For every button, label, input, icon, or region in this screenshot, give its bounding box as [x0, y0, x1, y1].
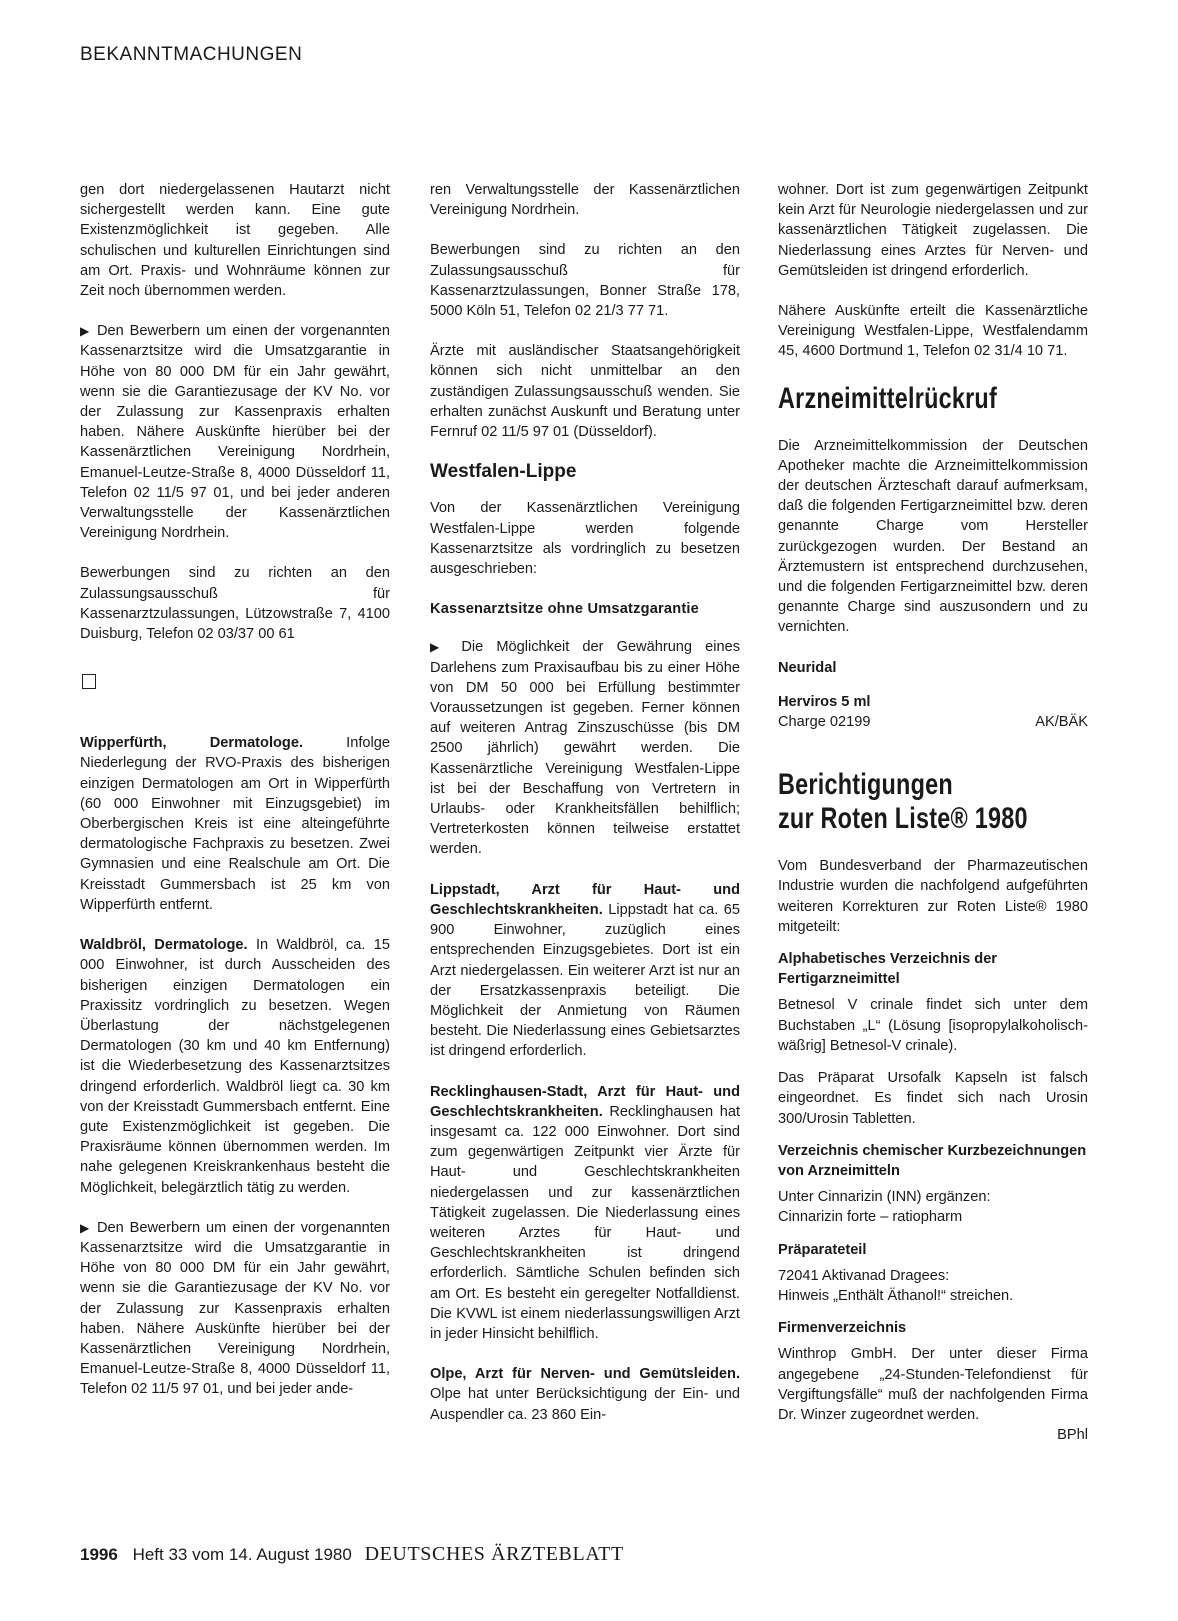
paragraph: Betnesol V crinale findet sich unter dem Buchstaben „L“ (Lösung [isopropylalkoholisch-wäßrig] Betnesol-V crinale).: [778, 997, 1088, 1054]
charge-row: [778, 712, 1088, 732]
paragraph: gen dort niedergelassenen Hautarzt nicht sichergestellt werden kann. Eine gute Existenzmöglichkeit ist gegeben. Alle schulischen und kulturellen Einrichtungen sind am Ort. Praxis- und Wohnräume können zur Zeit noch übernommen werden.: [80, 182, 390, 300]
heading-arzneimittelrueckruf: Arzneimittelrückruf: [778, 381, 997, 415]
subheading: Präparateteil: [778, 1241, 867, 1258]
paragraph: wohner. Dort ist zum gegenwärtigen Zeitpunkt kein Arzt für Neurologie niedergelassen und zur kassenärztlichen Tätigkeit zugelassen. Die Niederlassung eines Arztes für Nerven- und Gemütsleiden ist dringend erforderlich.: [778, 182, 1088, 279]
subheading: Verzeichnis chemischer Kurzbezeichnungen von Arzneimitteln: [778, 1142, 1087, 1179]
paragraph: Das Präparat Ursofalk Kapseln ist falsch eingeordnet. Es findet sich nach Urosin 300/Urosin Tabletten.: [778, 1070, 1088, 1127]
listing-olpe: Olpe, Arzt für Nerven- und Gemütsleiden. Olpe hat unter Berücksichtigung der Ein- und Auspendler ca. 23 860 Ein-: [430, 1366, 740, 1423]
paragraph: ▶ Den Bewerbern um einen der vorgenannten Kassenarztsitze wird die Umsatzgarantie in Höhe von 80 000 DM für ein Jahr gewährt, wenn sie die Garantiezusage der KV No. vor der Zulassung zur Kassenpraxis erhalten haben. Nähere Auskünfte hierüber bei der Kassenärztlichen Vereinigung Nordrhein, Emanuel-Leutze-Straße 8, 4000 Düsseldorf 11, Telefon 02 11/5 97 01, und bei jeder ande-: [80, 1219, 391, 1398]
paragraph: ▶ Den Bewerbern um einen der vorgenannten Kassenarztsitze wird die Umsatzgarantie in Höhe von 80 000 DM für ein Jahr gewährt, wenn sie die Garantiezusage der KV No. vor der Zulassung zur Kassenpraxis erhalten haben. Nähere Auskünfte hierüber bei der Kassenärztlichen Vereinigung Nordrhein, Emanuel-Leutze-Straße 8, 4000 Düsseldorf 11, Telefon 02 11/5 97 01, und bei jeder anderen Verwaltungsstelle der Kassenärztlichen Vereinigung Nordrhein.: [80, 323, 391, 542]
subheading-ohne-umsatzgarantie: Kassenarztsitze ohne Umsatzgarantie: [430, 601, 699, 618]
section-header: BEKANNTMACHUNGEN: [80, 44, 303, 65]
paragraph: Die Arzneimittelkommission der Deutschen Apotheker machte die Arzneimittelkommission der deutschen Ärzteschaft darauf aufmerksam, daß die folgenden Fertigarzneimittel bzw. deren genannte Charge vom Hersteller zurückgezogen wurden. Der Bestand an Ärztemustern ist entsprechend durchzusehen, und die folgenden Fertigarzneimittel bzw. deren genannte Charge sind auszusondern und zu vernichten.: [778, 437, 1088, 636]
paragraph: Vom Bundesverband der Pharmazeutischen Industrie wurden die nachfolgend aufgeführten weiteren Korrekturen zur Roten Liste® 1980 mitgeteilt:: [778, 858, 1088, 935]
listing-lippstadt: Lippstadt, Arzt für Haut- und Geschlechtskrankheiten. Lippstadt hat ca. 65 900 Einwohner, zuzüglich eines entsprechenden Einzugsgebietes. Dort ist ein Arzt niedergelassen. Ein weiterer Arzt ist nur an der Ersatzkassenpraxis beteiligt. Die Möglichkeit der Anmietung von Räumen besteht. Die Niederlassung eines Gebietsarztes ist dringend erforderlich.: [430, 881, 740, 1060]
text-line: 72041 Aktivanad Dragees:: [778, 1267, 950, 1284]
page-number: 1996: [80, 1545, 118, 1564]
signature: AK/BÄK: [1035, 714, 1088, 731]
page-footer: [80, 1543, 624, 1566]
paragraph: Bewerbungen sind zu richten an den Zulassungsausschuß für Kassenarztzulassungen, Lützowstraße 7, 4100 Duisburg, Telefon 02 03/37 00 61: [80, 565, 390, 643]
column-1: [80, 180, 390, 1420]
listing-waldbroel: Waldbröl, Dermatologe. In Waldbröl, ca. 15 000 Einwohner, ist durch Ausscheiden des bisherigen einzigen Dermatologen ein Praxissitz vordringlich zu besetzen. Wegen Überlastung der nächstgelegenen Dermatologen (30 km und 40 km Entfernung) ist die Wiederbesetzung des Kassenarztsitzes dringend erforderlich. Waldbröl liegt ca. 30 km von der Kreisstadt Gummersbach entfernt. Eine gute Existenzmöglichkeit ist gegeben. Die Praxisräume können übernommen werden. Im nahe gelegenen Kreiskrankenhaus besteht die Möglichkeit, belegärztlich tätig zu werden.: [80, 937, 390, 1196]
paragraph: Von der Kassenärztlichen Vereinigung Westfalen-Lippe werden folgende Kassenarztsitze als vordringlich zu besetzen ausgeschrieben:: [430, 500, 740, 578]
text-line: Cinnarizin forte – ratiopharm: [778, 1209, 963, 1226]
arrow-icon: ▶: [80, 324, 92, 339]
paragraph: Winthrop GmbH. Der unter dieser Firma angegebene „24-Stunden-Telefondienst für Vergiftungsfälle“ muß der nachfolgenden Firma Dr. Winzer zugeordnet werden.: [778, 1346, 1088, 1423]
listing-recklinghausen: Recklinghausen-Stadt, Arzt für Haut- und Geschlechtskrankheiten. Recklinghausen hat insgesamt ca. 122 000 Einwohner. Dort sind zum gegenwärtigen Zeitpunkt vier Ärzte für Haut- und Geschlechtskrankheiten niedergelassen und zur kassenärztlichen Tätigkeit zugelassen. Die Niederlassung eines weiteren Arztes für Haut- und Geschlechtskrankheiten ist dringend erforderlich. Sämtliche Schulen befinden sich am Ort. Es besteht ein geregelter Notfalldienst. Die KVWL ist einem niederlassungswilligen Arzt in jeder Hinsicht behilflich.: [430, 1083, 740, 1342]
paragraph: Bewerbungen sind zu richten an den Zulassungsausschuß für Kassenarztzulassungen, Bonner Straße 178, 5000 Köln 51, Telefon 02 21/3 77 71.: [430, 242, 740, 320]
arrow-icon: ▶: [430, 640, 449, 655]
signature: BPhl: [1057, 1427, 1088, 1444]
heading-rote-liste: zur Roten Liste® 1980: [778, 802, 1028, 836]
column-3: [778, 180, 1088, 1445]
text-line: Hinweis „Enthält Äthanol!“ streichen.: [778, 1287, 1014, 1304]
heading-westfalen-lippe: Westfalen-Lippe: [430, 461, 577, 483]
subheading: Firmenverzeichnis: [778, 1320, 907, 1337]
heading-berichtigungen: Berichtigungen: [778, 768, 953, 802]
charge-number: Charge 02199: [778, 714, 871, 731]
drug-name: Neuridal: [778, 659, 837, 676]
arrow-icon: ▶: [80, 1220, 92, 1235]
magazine-name: DEUTSCHES ÄRZTEBLATT: [364, 1543, 624, 1565]
text-line: Unter Cinnarizin (INN) ergänzen:: [778, 1189, 991, 1206]
paragraph: Ärzte mit ausländischer Staatsangehörigkeit können sich nicht unmittelbar an den zuständigen Zulassungsausschuß wenden. Sie erhalten zunächst Auskunft und Beratung unter Fernruf 02 11/5 97 01 (Düsseldorf).: [430, 343, 740, 441]
paragraph: ren Verwaltungsstelle der Kassenärztlichen Vereinigung Nordrhein.: [430, 182, 740, 219]
drug-name: Herviros 5 ml: [778, 693, 871, 710]
issue-info: Heft 33 vom 14. August 1980: [132, 1545, 352, 1564]
subheading: Alphabetisches Verzeichnis der Fertigarzneimittel: [778, 951, 997, 988]
column-2: [430, 180, 740, 1445]
listing-wipperfuerth: Wipperfürth, Dermatologe. Infolge Niederlegung der RVO-Praxis des bisherigen einzigen Dermatologen am Ort in Wipperfürth (60 000 Einwohner mit Einzugsgebiet) im Oberbergischen Kreis ist eine alteingeführte dermatologische Fachpraxis zu besetzen. Zwei Gymnasien und eine Realschule am Ort. Die Kreisstadt Gummersbach ist 25 km von Wipperfürth entfernt.: [80, 735, 390, 913]
paragraph: ▶ Die Möglichkeit der Gewährung eines Darlehens zum Praxisaufbau bis zu einer Höhe von DM 50 000 bei Erfüllung bestimmter Voraussetzungen ist gegeben. Ferner können auf weiteren Antrag Zinszuschüsse (bis DM 2500 jährlich) gewährt werden. Die Kassenärztliche Vereinigung Westfalen-Lippe ist bei der Beschaffung von Vertretern in Urlaubs- oder Krankheitsfällen behilflich; Vertreterkosten können teilweise erstattet werden.: [430, 639, 741, 858]
end-box-icon: [82, 674, 96, 689]
paragraph: Nähere Auskünfte erteilt die Kassenärztliche Vereinigung Westfalen-Lippe, Westfalendamm 45, 4600 Dortmund 1, Telefon 02 31/4 10 71.: [778, 303, 1088, 360]
